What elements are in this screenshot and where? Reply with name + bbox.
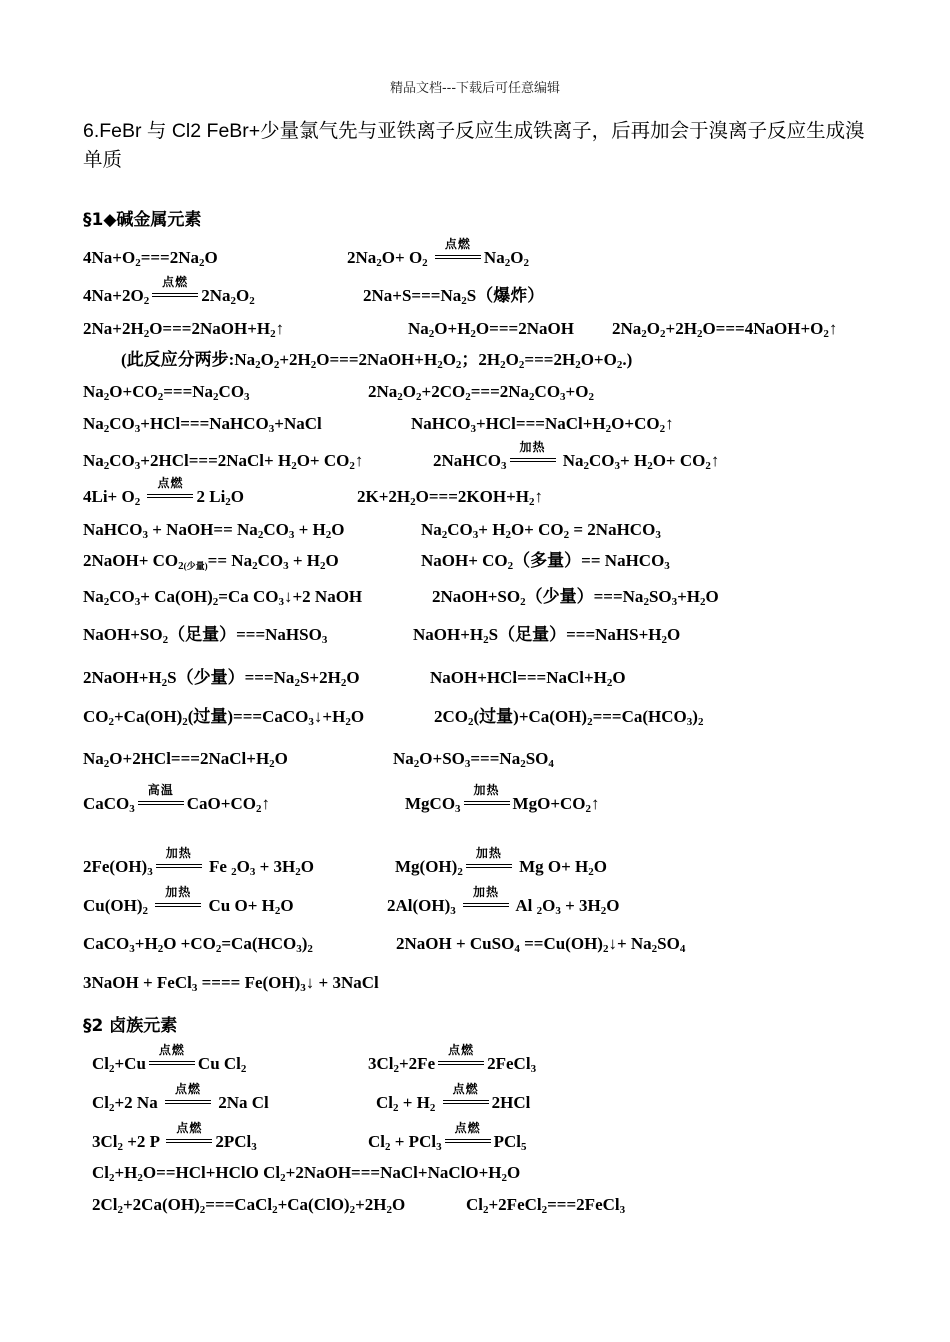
equation-line: $Cl_2+2FeCl_2===2FeCl_3$ [466,1195,626,1216]
equation-line: $Na_2CO_3+ H_2O+ CO_2$ = 2NaHCO$_3$ [421,520,661,541]
equation-line: $4Na+2O_2$ 点燃 $2Na_2O_2$ [83,275,255,307]
equation-line: $Cl_2+H_2O==HCl+HClO$ $Cl_2+2NaOH===NaCl+NaClO+H_2O$ [92,1163,521,1184]
equation-line: $4Na+O_2===2Na_2O$ [83,248,218,269]
equation-line: $Cl_2 + PCl_3$ 点燃 PCl$_5$ [368,1121,527,1153]
reaction-condition: 点燃 [441,1096,491,1112]
reaction-condition: 加热 [508,454,558,470]
equation-line: $3Cl_2+2Fe$ 点燃 2FeCl$_3$ [368,1043,537,1075]
equation-line: $CaCO_3+H_2O +CO_2=Ca(HCO_3)_2$ [83,934,313,955]
equation-line: $3Cl_2 +2$ P 点燃 2PCl$_3$ [92,1121,257,1153]
reaction-condition: 点燃 [147,1057,197,1073]
equation-line: MgCO$_3$ 加热 $MgO+CO_2↑$ [405,783,600,815]
equation-line: $Cl_2+Cu$ 点燃 Cu $Cl_2$ [92,1043,247,1075]
page-header: 精品文档---下载后可任意编辑 [389,81,561,96]
equation-line: $2Na_2O_2+2CO_2===2Na_2CO_3+O_2$ [368,382,594,403]
equation-line: $Cl_2+2$ Na 点燃 2Na Cl [92,1082,269,1114]
equation-line: NaHCO$_3$ + NaOH== $Na_2CO_3 + H_2O$ [83,520,345,541]
reaction-condition: 加热 [461,899,511,915]
equation-line: $Na_2CO_3+ Ca(OH)_2=Ca$ $CO_3↓+2$ NaOH [83,587,363,608]
equation-line: $2NaOH+SO_2$（少量）$===Na_2SO_3+H_2O$ [432,587,719,608]
equation-line: 2NaOH+ $CO_2$(少量)== $Na_2CO_3 + H_2O$ [83,551,339,572]
equation-line: $2Al(OH)_3$ 加热 Al $_2O_3 + 3H_2O$ [387,885,620,917]
equation-line: $NaOH+SO_2$（足量）===NaHSO$_3$ [83,625,328,646]
equation-line: $2Cl_2+2Ca(OH)_2===CaCl_2+Ca(ClO)_2+2H_2O$ [92,1195,406,1216]
reaction-condition: 点燃 [164,1135,214,1151]
equation-line: $NaOH+HCl===NaCl+H_2O$ [430,668,626,689]
equation-line: $2Na_2O_2+2H_2O===4NaOH+O_2↑$ [612,319,838,340]
equation-line: $2Na+S===Na_2S$（爆炸） [363,286,545,307]
equation-line: $Na_2O+2HCl===2NaCl+H_2O$ [83,749,288,770]
equation-line: $Na_2O+CO_2===Na_2CO_3$ [83,382,250,403]
equation-line: $Cu(OH)_2$ 加热 Cu $O+ H_2O$ [83,885,294,917]
equation-line: $2CO_2$(过量)$+Ca(OH)_2===Ca(HCO_3)_2$ [434,707,704,728]
reaction-condition: 点燃 [443,1135,493,1151]
reaction-condition: 点燃 [163,1096,213,1112]
section-heading-halogen: §2 卤族元素 [83,1016,178,1036]
equation-line: (此反应分两步$:Na_2O_2+2H_2O===2NaOH+H_2O_2$；$2H_2O_2===2H_2O+O_2$.) [121,350,633,371]
equation-line: $2K+2H_2O===2KOH+H_2↑$ [357,487,544,508]
reaction-condition: 点燃 [436,1057,486,1073]
reaction-condition: 加热 [464,860,514,876]
equation-line: $2NaOH+H_2S$（少量）$===Na_2S+2H_2O$ [83,668,360,689]
equation-line: NaOH+ $CO_2$（多量）== NaHCO$_3$ [421,551,670,572]
reaction-condition: 加热 [153,899,203,915]
equation-line: $NaOH+H_2S$（足量）$===NaHS+H_2O$ [413,625,681,646]
intro-paragraph: 6.FeBr 与 Cl2 FeBr+少量氯气先与亚铁离子反应生成铁离子，后再加会于溴离子反应生成溴单质 [83,120,865,171]
equation-line: $Na_2O+H_2O===2NaOH$ [408,319,574,340]
equation-line: 2NaOH + CuSO$_4$ $==Cu(OH)_2↓+ Na_2SO_4$ [396,934,686,955]
equation-line: $Cl_2 + H_2$ 点燃 2HCl [376,1082,531,1114]
reaction-condition: 点燃 [150,289,200,305]
reaction-condition: 加热 [462,797,512,813]
reaction-condition: 点燃 [433,251,483,267]
equation-line: $2Na+2H_2O===2NaOH+H_2↑$ [83,319,285,340]
equation-line: $Na_2CO_3+2HCl===2NaCl+ H_2O+$ $CO_2↑$ [83,451,364,472]
section-heading-alkali: §1◆碱金属元素 [83,210,202,230]
equation-line: CaCO$_3$ 高温 $CaO+CO_2↑$ [83,783,270,815]
reaction-condition: 加热 [154,860,204,876]
equation-line: $Mg(OH)_2$ 加热 Mg $O+ H_2O$ [395,846,607,878]
equation-line: $CO_2+Ca(OH)_2$(过量)$===CaCO_3↓+H_2O$ [83,707,365,728]
equation-line: $Na_2CO_3+HCl===NaHCO_3+NaCl$ [83,414,322,435]
reaction-condition: 点燃 [145,490,195,506]
reaction-condition: 高温 [136,797,186,813]
equation-line: $4Li+ O_2$ 点燃 2 $Li_2O$ [83,476,245,508]
equation-line: 3NaOH + FeCl$_3$ ==== $Fe(OH)_3↓$ + 3NaCl [83,973,379,994]
equation-line: 2NaHCO$_3$ 加热 $Na_2CO_3+ H_2O+$ $CO_2↑$ [433,440,720,472]
equation-line: $2Na_2O+ O_2$ 点燃 $Na_2O_2$ [347,237,529,269]
equation-line: $Na_2O+SO_3===Na_2SO_4$ [393,749,554,770]
equation-line: $2Fe(OH)_3$ 加热 Fe $_2O_3 + 3H_2O$ [83,846,315,878]
equation-line: $NaHCO_3+HCl===NaCl+H_2O+CO_2↑$ [411,414,674,435]
